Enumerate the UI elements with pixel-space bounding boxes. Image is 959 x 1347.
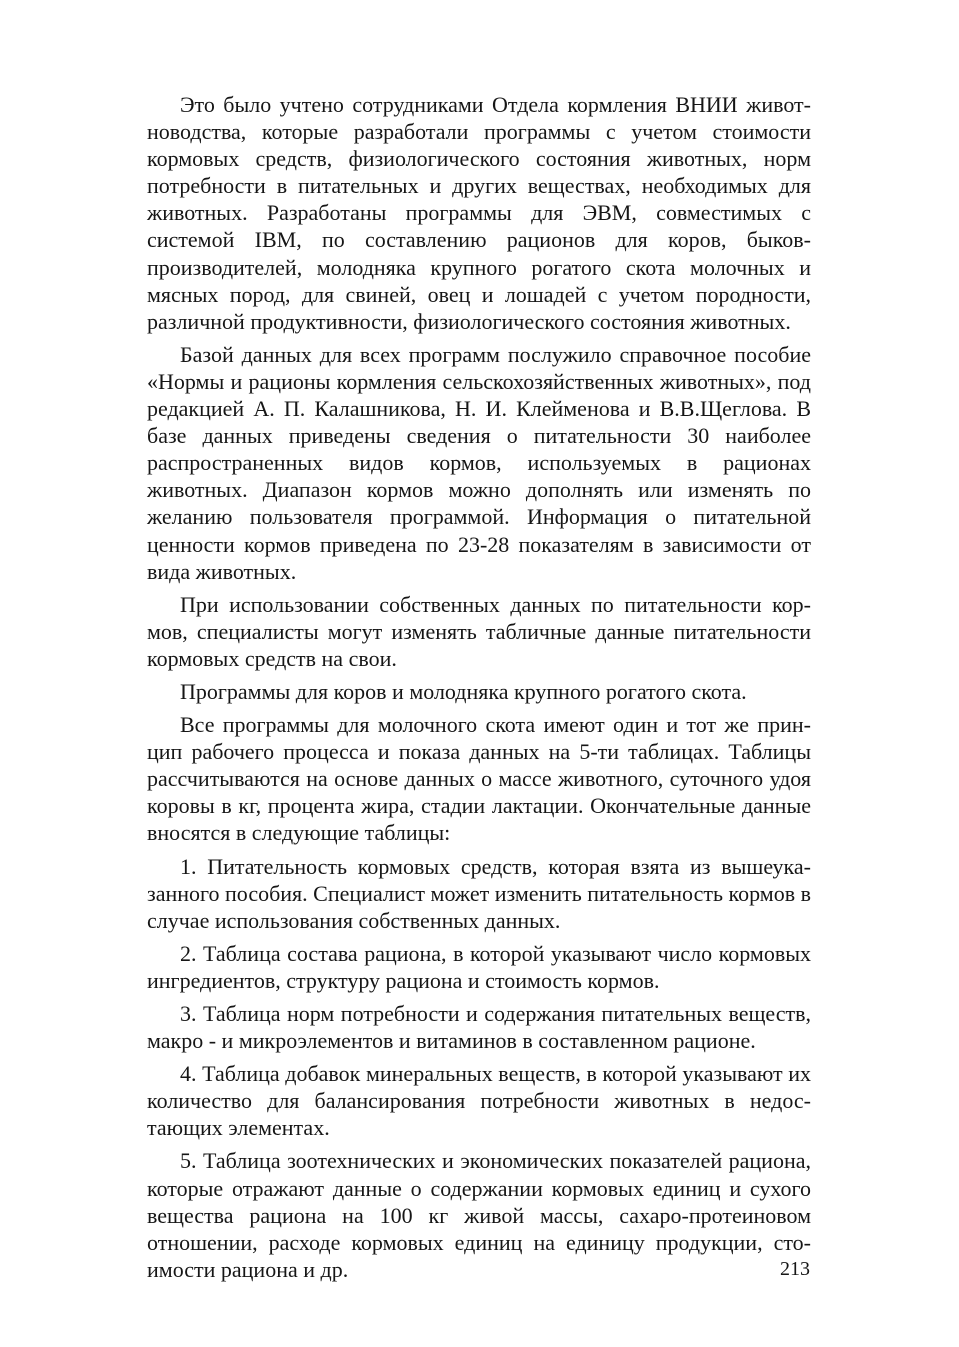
paragraph-dairy-programs: Все программы для молочного скота имеют один и тот же принцип рабочего процесса и показа данных на 5-ти таблицах. Таблицы рассчитываются на основе данных о массе животного, суточного удоя коровы в кг, процента жира, стадии лактации. Окончательные данные вносятся в следующие таблицы: [147,712,811,846]
paragraph-own-data: При использовании собственных данных по питательности кормов, специалисты могут изменять табличные данные питательности кормовых средств на свои. [147,591,811,671]
paragraph-programs-heading: Программы для коров и молодняка крупного рогатого скота. [180,678,747,704]
list-item-5: 5. Таблица зоотехнических и экономических показателей рациона, которые отражают данные о содержании кормовых единиц и сухого вещества рациона на 100 кг живой массы, сахаро-протеиновом отношении, расходе кормовых единиц на единицу продукции, стоимости рациона и др. [147,1148,811,1282]
list-item-2: 2. Таблица состава рациона, в которой указывают число кормовых ингредиентов, структуру рациона и стоимость кормов. [147,940,811,993]
list-item-4: 4. Таблица добавок минеральных веществ, в которой указывают их количество для балансирования потребности животных в недостающих элементах. [147,1061,811,1141]
paragraph-intro: Это было учтено сотрудниками Отдела кормления ВНИИ животноводства, которые разработали программы с учетом стоимости кормовых средств, физиологического состояния животных, норм потребности в питательных и других веществах, необходимых для животных. Разработаны программы для ЭВМ, совместимых с системой IBM, по составлению рационов для коров, быков-производителей, молодняка крупного рогатого скота молочных и мясных пород, для свиней, овец и лошадей с учетом породности, различной продуктивности, физиологического состояния животных. [147,92,811,334]
list-item-1: 1. Питательность кормовых средств, которая взята из вышеуказанного пособия. Специалист может изменить питательность кормов в случае использования собственных данных. [147,853,811,933]
body-text [147,91,811,1289]
page-number: 213 [780,1258,810,1280]
list-item-3: 3. Таблица норм потребности и содержания питательных веществ, макро - и микроэлементов и витаминов в составленном рационе. [147,1001,811,1054]
paragraph-database: Базой данных для всех программ послужило справочное пособие «Нормы и рационы кормления сельскохозяйственных животных», под редакцией А. П. Калашникова, Н. И. Клейменова и В.В.Щеглова. В базе данных приведены сведения о питательности 30 наиболее распространенных видов кормов, используемых в рационах животных. Диапазон кормов можно дополнять или изменять по желанию пользователя программой. Информация о питательной ценности кормов приведена по 23-28 показателям в зависимости от вида животных. [147,341,811,584]
